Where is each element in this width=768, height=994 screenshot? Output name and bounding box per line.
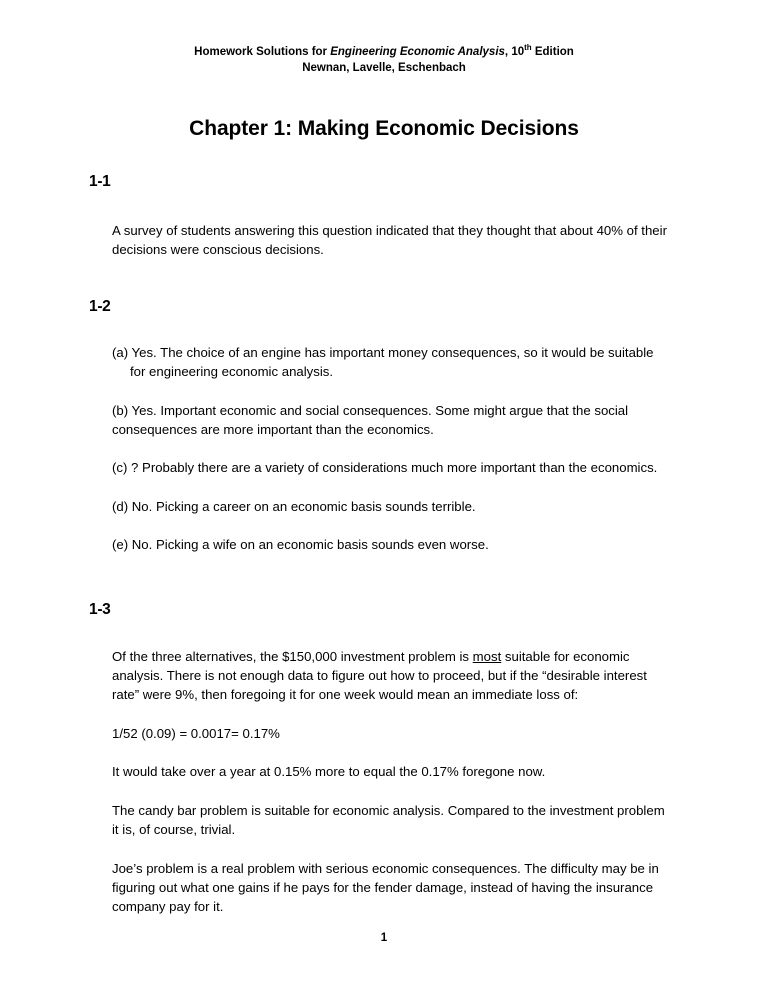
- list-item-b: (b) Yes. Important economic and social consequences. Some might argue that the social consequences are more important than the economics.: [112, 402, 629, 438]
- header-authors: Newnan, Lavelle, Eschenbach: [302, 62, 466, 74]
- header-title-line: [0, 44, 768, 60]
- section-1-3-body: [112, 647, 670, 917]
- chapter-title: Chapter 1: Making Economic Decisions: [189, 117, 579, 140]
- section-1-2-body: [112, 343, 670, 555]
- paragraph-intro-part2: suitable for economic analysis. There is not enough data to figure out how to proceed, but if the “desirable interest rate” were 9%, then foregoing it for one week would mean an immediate loss of:: [112, 648, 647, 703]
- list-item-c: (c) ? Probably there are a variety of considerations much more important than the economics.: [112, 460, 658, 476]
- list-item-e: (e) No. Picking a wife on an economic basis sounds even worse.: [112, 537, 489, 553]
- section-1-2: [89, 298, 670, 555]
- paragraph-comparison: It would take over a year at 0.15% more to equal the 0.17% foregone now.: [112, 764, 546, 780]
- paragraph-spacer: [112, 382, 670, 401]
- header-comma: ,: [504, 46, 512, 58]
- emphasis-most: most: [472, 648, 502, 664]
- paragraph-spacer: [112, 743, 670, 762]
- header-edition-suffix: Edition: [531, 46, 574, 58]
- document-body: [89, 173, 670, 917]
- paragraph-spacer: [112, 782, 670, 801]
- header-edition-ordinal: th: [524, 43, 532, 53]
- paragraph-joe: Joe’s problem is a real problem with serious economic consequences. The difficulty may be in figuring out what one gains if he pays for the fender damage, instead of having the insurance company pay for it.: [112, 860, 659, 915]
- header-edition-number: 10: [511, 46, 525, 58]
- document-running-header: [0, 0, 768, 76]
- page-number: 1: [380, 932, 388, 944]
- section-1-3-heading: 1-3: [89, 600, 111, 618]
- header-book-title: Engineering Economic Analysis: [330, 46, 505, 58]
- paragraph-intro: [112, 647, 670, 705]
- paragraph-spacer: [112, 478, 670, 497]
- paragraph: A survey of students answering this question indicated that they thought that about 40% of their decisions were conscious decisions.: [112, 223, 667, 258]
- paragraph-spacer: [112, 439, 670, 458]
- paragraph-spacer: [112, 516, 670, 535]
- section-1-1-heading: 1-1: [89, 173, 111, 190]
- section-1-2-heading: 1-2: [89, 297, 111, 315]
- paragraph-spacer: [112, 840, 670, 859]
- section-1-1: [89, 173, 670, 260]
- paragraph-spacer: [112, 705, 670, 724]
- section-1-1-body: [112, 221, 670, 260]
- equation-line: 1/52 (0.09) = 0.0017= 0.17%: [112, 725, 280, 741]
- paragraph-intro-part1: Of the three alternatives, the $150,000 investment problem is: [112, 648, 473, 664]
- section-1-3: [89, 601, 670, 917]
- list-item-d: (d) No. Picking a career on an economic basis sounds terrible.: [112, 498, 476, 514]
- list-item-a: (a) Yes. The choice of an engine has important money consequences, so it would be suitable for engineering economic analysis.: [112, 344, 654, 380]
- header-title-prefix: Homework Solutions for: [194, 46, 331, 58]
- paragraph-candy-bar: The candy bar problem is suitable for economic analysis. Compared to the investment problem it is, of course, trivial.: [112, 802, 665, 838]
